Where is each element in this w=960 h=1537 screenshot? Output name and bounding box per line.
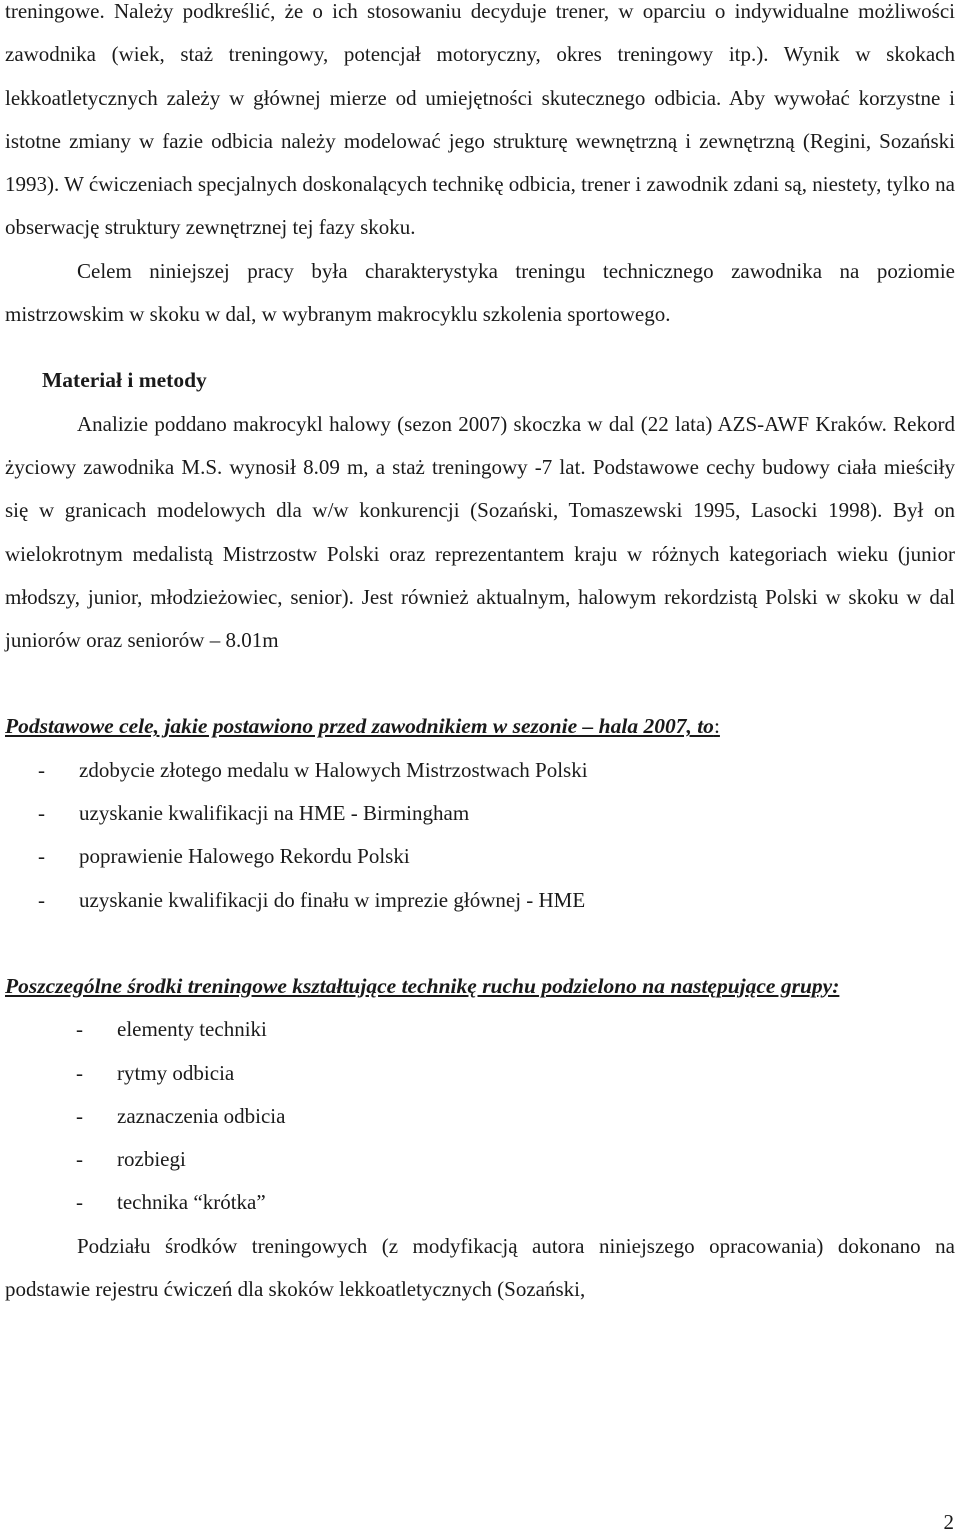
means-text: rytmy odbicia [117,1060,235,1085]
means-text: zaznaczenia odbicia [117,1103,286,1128]
means-text: technika “krótka” [117,1190,266,1215]
dash-marker: - [76,1060,83,1085]
goal-text: uzyskanie kwalifikacji na HME - Birmingham [79,801,470,826]
list-item [5,1008,955,1051]
list-item [5,1138,955,1181]
aim-paragraph: Celem niniejszej pracy była charakterystyka treningu technicznego zawodnika na poziomie mistrzowskim w skoku w dal, w wybranym makrocyklu szkolenia sportowego. [5,258,955,327]
list-item [5,792,955,835]
methods-paragraph: Analizie poddano makrocykl halowy (sezon 2007) skoczka w dal (22 lata) AZS-AWF Kraków. Rekord życiowy zawodnika M.S. wynosił 8.09 m, a staż treningowy -7 lat. Podstawowe cechy budowy ciała mieściły się w granicach modelowych dla w/w konkurencji (Sozański, Tomaszewski 1995, Lasocki 1998). Był on wielokrotnym medalistą Mistrzostw Polski oraz reprezentantem kraju w różnych kategoriach wieku (junior młodszy, junior, młodzieżowiec, senior). Jest również aktualnym, halowym rekordzistą Polski w skoku w dal juniorów oraz seniorów – 8.01m [5,411,955,653]
dash-marker: - [76,1190,83,1215]
dash-marker: - [76,1017,83,1042]
means-list [5,1008,955,1224]
list-item [5,1181,955,1224]
document-page [5,0,955,1311]
list-item [5,1095,955,1138]
dash-marker: - [38,844,45,869]
goal-text: uzyskanie kwalifikacji do finału w imprezie głównej - HME [79,887,586,912]
goals-list [5,749,955,922]
page-number: 2 [943,1510,954,1534]
list-item [5,749,955,792]
goal-text: zdobycie złotego medalu w Halowych Mistrzostwach Polski [79,757,588,782]
dash-marker: - [38,801,45,826]
list-item [5,1052,955,1095]
intro-paragraph: treningowe. Należy podkreślić, że o ich stosowaniu decyduje trener, w oparciu o indywidualne możliwości zawodnika (wiek, staż treningowy, potencjał motoryczny, okres treningowy itp.). Wynik w skokach lekkoatletycznych zależy w głównej mierze od umiejętności skutecznego odbicia. Aby wywołać korzystne i istotne zmiany w fazie odbicia należy modelować jego strukturę wewnętrzną i zewnętrzną (Regini, Sozański 1993). W ćwiczeniach specjalnych doskonalących technikę odbicia, trener i zawodnik zdani są, niestety, tylko na obserwację struktury zewnętrznej tej fazy skoku. [5,0,955,240]
goals-heading-colon: : [713,714,720,739]
dash-marker: - [38,887,45,912]
list-item [5,879,955,922]
goals-heading [5,705,955,748]
dash-marker: - [76,1103,83,1128]
dash-marker: - [76,1147,83,1172]
goals-heading-text: Podstawowe cele, jakie postawiono przed zawodnikiem w sezonie – hala 2007, to [5,714,714,739]
goal-text: poprawienie Halowego Rekordu Polski [79,844,410,869]
means-text: elementy techniki [117,1017,267,1042]
means-heading: Poszczególne środki treningowe kształtujące technikę ruchu podzielono na następujące grupy: [5,973,840,998]
bottom-paragraph: Podziału środków treningowych (z modyfikacją autora niniejszego opracowania) dokonano na podstawie rejestru ćwiczeń dla skoków lekkoatletycznych (Sozański, [5,1233,955,1302]
dash-marker: - [38,757,45,782]
list-item [5,835,955,878]
means-text: rozbiegi [117,1147,186,1172]
section-heading-methods: Materiał i metody [42,368,207,393]
